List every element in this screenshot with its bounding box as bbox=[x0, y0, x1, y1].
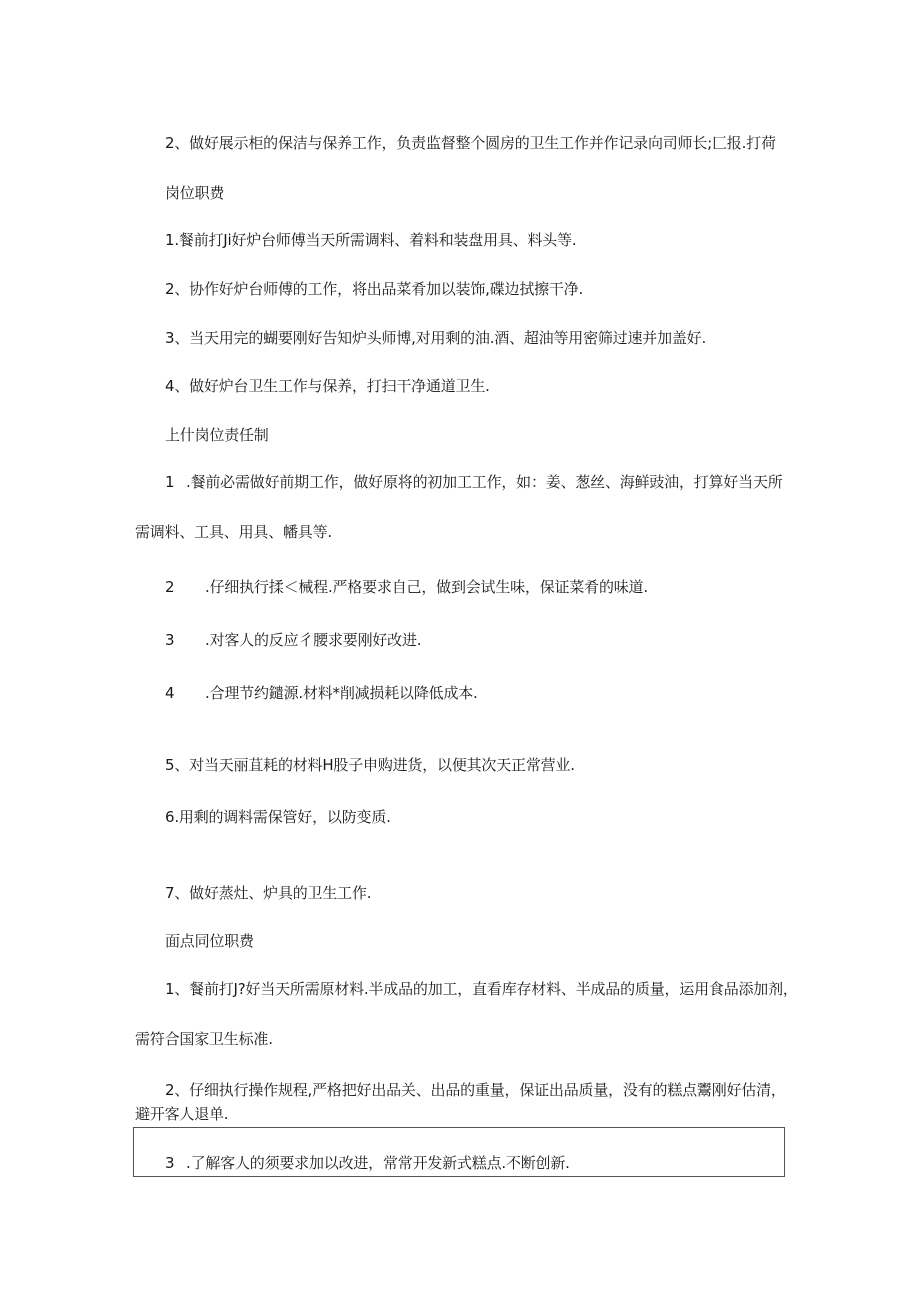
paragraph-line bbox=[165, 376, 490, 396]
paragraph-text: 4、做好炉台卫生工作与保养，打扫干净通道卫生. bbox=[165, 377, 490, 395]
paragraph-text: .对客人的反应彳腰求要刚好改进. bbox=[205, 631, 422, 649]
paragraph-text: 2、做好展示柜的保洁与保养工作，负责监督整个圆房的卫生工作并作记录向司师长;匚报.打荷 bbox=[165, 134, 776, 152]
paragraph-line bbox=[135, 1029, 273, 1049]
item-number: 3 bbox=[165, 1154, 175, 1172]
paragraph-line bbox=[165, 807, 391, 827]
paragraph-line bbox=[165, 279, 583, 299]
item-number: 1 bbox=[165, 473, 175, 491]
paragraph-line bbox=[165, 230, 576, 250]
paragraph-line bbox=[165, 133, 776, 153]
paragraph-line bbox=[165, 683, 478, 703]
section-heading bbox=[165, 425, 269, 445]
section-heading bbox=[165, 931, 254, 951]
paragraph-line bbox=[165, 328, 706, 348]
paragraph-line bbox=[165, 1080, 786, 1100]
paragraph-line bbox=[165, 1153, 570, 1173]
paragraph-text: 2、仔细执行操作规程,严格把好出品关、出品的重量，保证出品质量，没有的糕点鬻刚好估清， bbox=[165, 1081, 786, 1099]
paragraph-text: 1.餐前打Ji好炉台师傅当天所需调料、着料和装盘用具、料头等. bbox=[165, 231, 577, 249]
paragraph-line bbox=[165, 630, 421, 650]
paragraph-line bbox=[135, 1104, 228, 1124]
item-number: 2 bbox=[165, 578, 175, 596]
paragraph-line bbox=[165, 883, 371, 903]
paragraph-text: .合理节约鑓源.材料*削减损耗以降低成本. bbox=[205, 684, 478, 702]
section-heading-text: 面点同位职费 bbox=[165, 932, 254, 950]
paragraph-line bbox=[165, 577, 648, 597]
paragraph-text: 5、对当天丽苴耗的材料H股子申购进货，以便其次天正常营业. bbox=[165, 756, 575, 774]
paragraph-text: 6.用剩的调料需保管好，以防变质. bbox=[165, 808, 391, 826]
paragraph-line bbox=[135, 522, 332, 542]
paragraph-line bbox=[165, 472, 783, 492]
paragraph-text: 避开客人退单. bbox=[135, 1105, 229, 1123]
section-heading bbox=[165, 183, 224, 203]
item-number: 4 bbox=[165, 684, 175, 702]
paragraph-line bbox=[165, 755, 575, 775]
section-heading-text: 上什岗位责任制 bbox=[165, 426, 269, 444]
paragraph-text: 需调料、工具、用具、幡具等. bbox=[135, 523, 332, 541]
paragraph-text: 7、做好蒸灶、炉具的卫生工作. bbox=[165, 884, 372, 902]
paragraph-text: 3、当天用完的蝴要刚好告知炉头师博,对用剩的油.酒、超油等用密筛过速并加盖好. bbox=[165, 329, 707, 347]
paragraph-text: 需符合国家卫生标准. bbox=[135, 1030, 273, 1048]
item-number: 3 bbox=[165, 631, 175, 649]
section-heading-text: 岗位职费 bbox=[165, 184, 225, 202]
paragraph-text: .了解客人的须要求加以改进，常常开发新式糕点.不断创新. bbox=[186, 1154, 570, 1172]
paragraph-text: .仔细执行揉＜械程.严格要求自己，做到会试生味，保证菜肴的味道. bbox=[205, 578, 648, 596]
paragraph-text: 2、协作好炉台师傅的工作，将出品菜肴加以装饰,碟边拭擦干净. bbox=[165, 280, 584, 298]
paragraph-line bbox=[165, 979, 798, 999]
paragraph-text: 1、餐前打J?好当天所需原材料.半成品的加工，直看库存材料、半成品的质量，运用食品添加剂， bbox=[165, 980, 798, 998]
paragraph-text: .餐前必需做好前期工作，做好原将的初加工工作，如：姜、葱丝、海鲜豉油，打算好当天所 bbox=[186, 473, 783, 491]
